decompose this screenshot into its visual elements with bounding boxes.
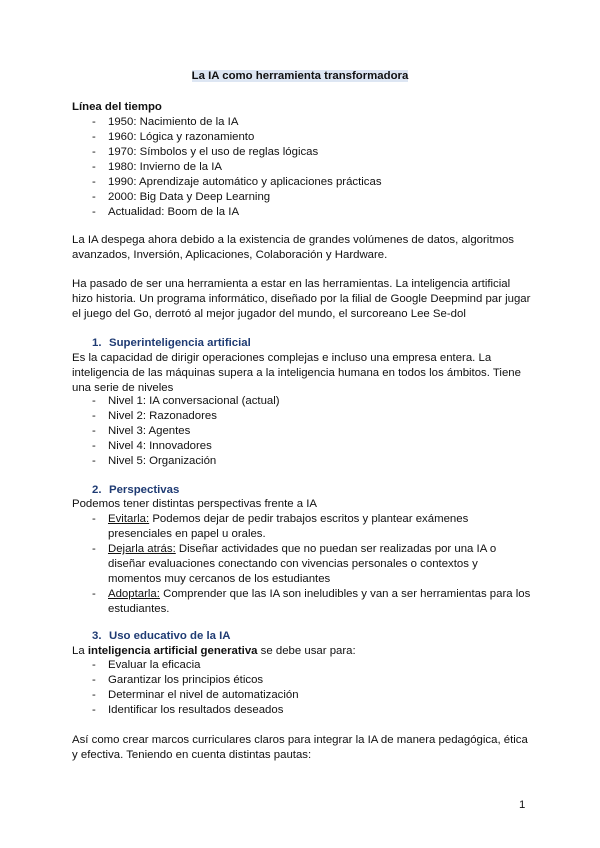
paragraph: Ha pasado de ser una herramienta a estar en las herramientas. La inteligencia artificial hizo historia. Un programa informático, diseñado por la filial de Google Deepmind par jugar el juego del Go, derrotó al mejor jugador del mundo, el surcoreano Lee Se-dol: [72, 278, 531, 320]
timeline-heading: Línea del tiempo: [72, 101, 162, 113]
list-item: - Evaluar la eficacia: [92, 658, 532, 673]
list-item: - 1980: Invierno de la IA: [92, 160, 532, 175]
section-heading: 1. Superinteligencia artificial: [92, 337, 251, 349]
document-title: La IA como herramienta transformadora: [191, 70, 409, 82]
list-item: - Identificar los resultados deseados: [92, 703, 532, 718]
page-number: 1: [519, 799, 526, 811]
paragraph: Es la capacidad de dirigir operaciones complejas e incluso una empresa entera. La inteligencia de las máquinas supera a la inteligencia humana en todos los ámbitos. Tiene una serie de niveles: [72, 352, 521, 394]
list-item: - 2000: Big Data y Deep Learning: [92, 190, 532, 205]
list-item: - Dejarla atrás: Diseñar actividades que no puedan ser realizadas por una IA o diseñar evaluaciones conectando con vivencias personales o contextos y momentos muy cercanos de los estudiantes: [92, 542, 532, 587]
list-item: - 1990: Aprendizaje automático y aplicaciones prácticas: [92, 175, 532, 190]
levels-list: [92, 394, 532, 469]
list-item: - Garantizar los principios éticos: [92, 673, 532, 688]
list-item: - Actualidad: Boom de la IA: [92, 205, 532, 220]
perspectives-list: [92, 512, 532, 617]
list-item: - Evitarla: Podemos dejar de pedir trabajos escritos y plantear exámenes presenciales en papel u orales.: [92, 512, 532, 542]
list-item: - Nivel 5: Organización: [92, 454, 532, 469]
list-item: - 1960: Lógica y razonamiento: [92, 130, 532, 145]
list-item: - 1950: Nacimiento de la IA: [92, 115, 532, 130]
list-item: - Nivel 1: IA conversacional (actual): [92, 394, 532, 409]
list-item: - Adoptarla: Comprender que las IA son ineludibles y van a ser herramientas para los estudiantes.: [92, 587, 532, 617]
paragraph: La inteligencia artificial generativa se debe usar para:: [72, 645, 356, 657]
section-heading: 2. Perspectivas: [92, 484, 180, 496]
timeline-list: [92, 115, 532, 220]
uses-list: [92, 658, 532, 718]
paragraph: Podemos tener distintas perspectivas frente a IA: [72, 498, 318, 510]
list-item: - Nivel 2: Razonadores: [92, 409, 532, 424]
section-heading: 3. Uso educativo de la IA: [92, 630, 231, 642]
list-item: - Nivel 3: Agentes: [92, 424, 532, 439]
list-item: - Nivel 4: Innovadores: [92, 439, 532, 454]
paragraph: La IA despega ahora debido a la existencia de grandes volúmenes de datos, algoritmos avanzados, Inversión, Aplicaciones, Colaboración y Hardware.: [72, 234, 514, 261]
list-item: - Determinar el nivel de automatización: [92, 688, 532, 703]
paragraph: Así como crear marcos curriculares claros para integrar la IA de manera pedagógica, ética y efectiva. Teniendo en cuenta distintas pautas:: [72, 734, 528, 761]
list-item: - 1970: Símbolos y el uso de reglas lógicas: [92, 145, 532, 160]
